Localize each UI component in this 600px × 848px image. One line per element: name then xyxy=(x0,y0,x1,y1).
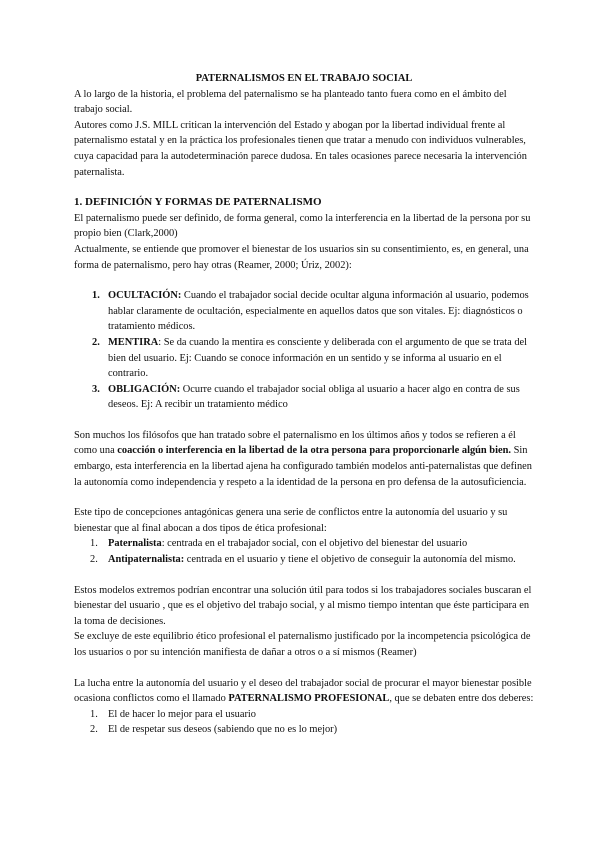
list-term: MENTIRA xyxy=(108,336,159,348)
list-term: OCULTACIÓN: xyxy=(108,290,182,302)
philosophers-paragraph: Son muchos los filósofos que han tratado sobre el paternalismo en los últimos años y todos se refieren a él como una coacción o interferencia en la libertad de la otra persona para proporcionarle algún bien. Sin embargo, esta interferencia en la libertad ajena ha configurado también modelos anti-paternalistas que definen la autonomía como independencia y respeto a la identidad de la persona en pro defensa de la autosuficiencia. xyxy=(74,429,532,488)
document-body xyxy=(74,71,534,738)
struggle-paragraph: La lucha entre la autonomía del usuario y el deseo del trabajador social de procurar el mayor bienestar posible ocasiona conflictos como el llamado PATERNALISMO PROFESIONAL, que se debaten entre dos deberes: xyxy=(74,677,534,705)
list-item xyxy=(74,707,534,723)
paternalism-forms-list xyxy=(74,288,534,413)
document-title: PATERNALISMOS EN EL TRABAJO SOCIAL xyxy=(195,73,413,84)
intro-paragraph-2: Autores como J.S. MILL critican la intervención del Estado y abogan por la libertad individual frente al paternalismo estatal y en la práctica los profesionales tienen que tratar a menudo con individuos vulnerables, cuya capacidad para la autodeterminación parece dudosa. En tales ocasiones parece necesaria la intervención paternalista. xyxy=(74,119,527,178)
list-item xyxy=(74,382,534,413)
list-term: Antipaternalista: xyxy=(108,554,185,566)
models-paragraph-1: Estos modelos extremos podrían encontrar una solución útil para todos si los trabajadores sociales buscaran el bienestar del usuario , que es el objetivo del trabajo social, y al mismo tiempo intentan que éste participara en la toma de decisiones. xyxy=(74,584,532,627)
list-text: : centrada en el trabajador social, con el objetivo del bienestar del usuario xyxy=(161,538,468,550)
list-number: 2. xyxy=(90,554,98,566)
list-number: 1. xyxy=(90,538,98,550)
list-text: Cuando el trabajador social decide ocultar alguna información al usuario, podemos hablar claramente de ocultación, especialmente en aquellos datos que son vitales. Ej: diagnósticos o tratamiento médicos. xyxy=(108,290,529,333)
professional-paternalism-term: PATERNALISMO PROFESIONAL xyxy=(228,693,390,705)
definition-paragraph: El paternalismo puede ser definido, de forma general, como la interferencia en la libertad de la persona por su propio bien (Clark,2000) xyxy=(74,212,531,240)
list-item xyxy=(74,552,534,568)
list-text: centrada en el usuario y tiene el objetivo de conseguir la autonomía del mismo. xyxy=(184,554,516,566)
ethics-paragraph: Este tipo de concepciones antagónicas genera una serie de conflictos entre la autonomía del usuario y su bienestar que al final abocan a dos tipos de ética profesional: xyxy=(74,507,508,534)
intro-paragraph-1: A lo largo de la historia, el problema del paternalismo se ha planteado tanto fuera como en el ámbito del trabajo social. xyxy=(74,88,507,116)
list-text: El de respetar sus deseos (sabiendo que no es lo mejor) xyxy=(108,724,338,736)
list-term: Paternalista xyxy=(108,538,162,550)
list-item xyxy=(74,536,534,552)
coercion-definition: coacción o interferencia en la libertad de la otra persona para proporcionarle algún bien. xyxy=(117,445,511,457)
list-number: 3. xyxy=(92,383,100,395)
list-number: 1. xyxy=(92,290,100,302)
list-text: : Se da cuando la mentira es consciente y deliberada con el argumento de que se trata del bien del usuario. Ej: Cuando se conoce información en un sentido y se informa al usuario en el contrario. xyxy=(108,336,528,380)
current-understanding-paragraph: Actualmente, se entiende que promover el bienestar de los usuarios sin su consentimiento, es, en general, una forma de paternalismo, pero hay otras (Reamer, 2000; Úriz, 2002): xyxy=(74,243,529,271)
list-text: Ocurre cuando el trabajador social obliga al usuario a hacer algo en contra de sus deseos. Ej: A recibir un tratamiento médico xyxy=(108,383,520,411)
list-term: OBLIGACIÓN: xyxy=(108,383,181,395)
list-item xyxy=(74,722,534,738)
list-item xyxy=(74,288,534,335)
list-text: El de hacer lo mejor para el usuario xyxy=(108,708,257,720)
section-heading: 1. DEFINICIÓN Y FORMAS DE PATERNALISMO xyxy=(74,196,322,209)
list-item xyxy=(74,335,534,382)
models-paragraph-2: Se excluye de este equilibrio ético profesional el paternalismo justificado por la incompetencia psicológica de los usuarios o por su intención manifiesta de dañar a otros o a sí mismos (Reamer) xyxy=(74,631,531,658)
list-number: 1. xyxy=(90,708,98,720)
list-number: 2. xyxy=(92,336,100,348)
duties-list xyxy=(74,707,534,738)
list-number: 2. xyxy=(90,724,98,736)
ethics-types-list xyxy=(74,536,534,567)
